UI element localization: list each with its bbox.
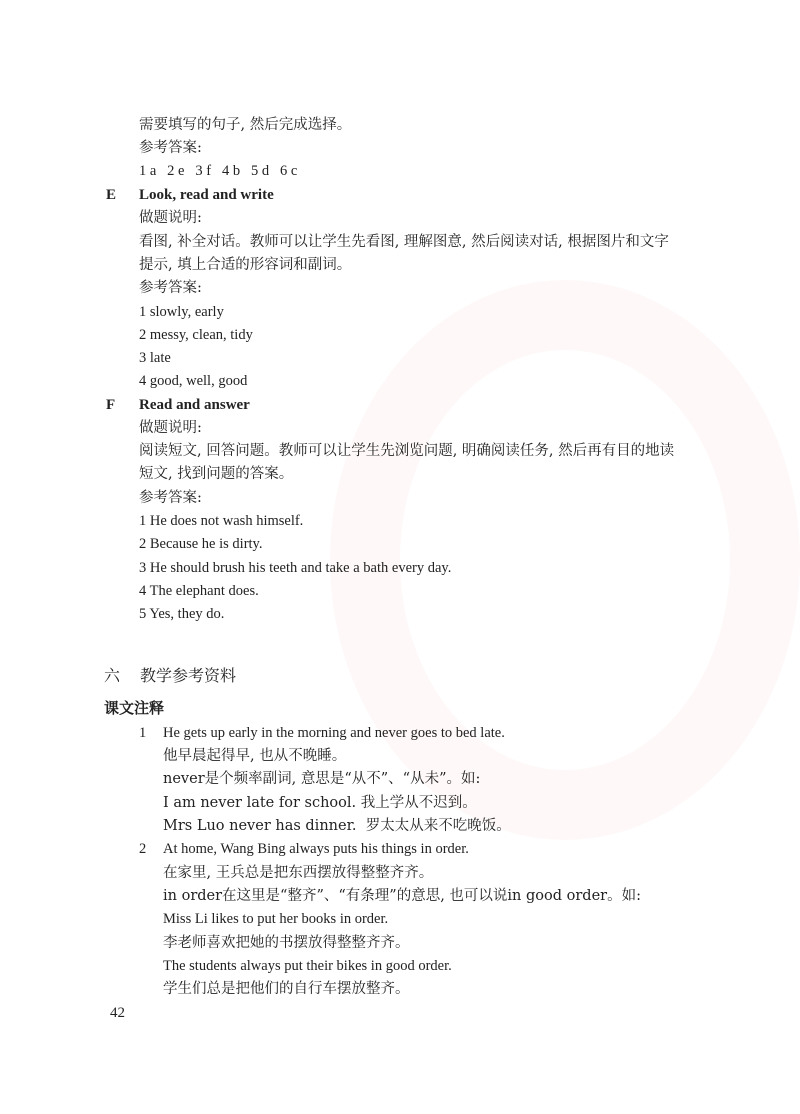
section-six-subheading: 课文注释: [104, 699, 165, 717]
section-f-instructions-line1: 阅读短文, 回答问题。教师可以让学生先浏览问题, 明确阅读任务, 然后再有目的地读: [139, 443, 675, 459]
note-1-line-3: never是个频率副词, 意思是“从不”、“从未”。如:: [163, 771, 481, 787]
section-f-answer-4: 4 The elephant does.: [139, 583, 259, 599]
note-1-line-4: I am never late for school. 我上学从不迟到。: [163, 795, 477, 811]
section-e-answer-2: 2 messy, clean, tidy: [139, 327, 253, 343]
section-e-letter: E: [106, 187, 117, 203]
note-1-line-1: He gets up early in the morning and never goes to bed late.: [163, 725, 505, 741]
section-e-answer-4: 4 good, well, good: [139, 373, 248, 389]
section-f-title: Read and answer: [139, 397, 250, 413]
section-f-answer-2: 2 Because he is dirty.: [139, 536, 263, 552]
intro-answer-label: 参考答案:: [139, 140, 202, 156]
section-e-answer-3: 3 late: [139, 350, 171, 366]
section-e-answer-label: 参考答案:: [139, 280, 202, 296]
section-f-answer-label: 参考答案:: [139, 490, 202, 506]
note-2-line-6: The students always put their bikes in good order.: [163, 958, 452, 974]
intro-line: 需要填写的句子, 然后完成选择。: [139, 117, 352, 133]
section-f-instructions-line2: 短文, 找到问题的答案。: [139, 466, 294, 482]
section-f-instructions-label: 做题说明:: [139, 420, 202, 436]
section-e-instructions-line1: 看图, 补全对话。教师可以让学生先看图, 理解图意, 然后阅读对话, 根据图片和文字: [139, 234, 669, 250]
section-e-instructions-line2: 提示, 填上合适的形容词和副词。: [139, 257, 352, 273]
section-f-answer-5: 5 Yes, they do.: [139, 606, 225, 622]
note-2-number: 2: [139, 841, 147, 857]
section-f-letter: F: [106, 397, 116, 413]
note-2-line-1: At home, Wang Bing always puts his things in order.: [163, 841, 469, 857]
page-number: 42: [110, 1005, 125, 1021]
note-2-line-3: in order在这里是“整齐”、“有条理”的意思, 也可以说in good order。如:: [163, 888, 641, 904]
note-1-line-2: 他早晨起得早, 也从不晚睡。: [163, 748, 347, 764]
note-2-line-4: Miss Li likes to put her books in order.: [163, 911, 389, 927]
section-six-title: 教学参考资料: [140, 666, 237, 685]
note-1-line-5: Mrs Luo never has dinner. 罗太太从来不吃晚饭。: [163, 818, 511, 834]
note-2-line-5: 李老师喜欢把她的书摆放得整整齐齐。: [163, 935, 410, 951]
note-2-line-7: 学生们总是把他们的自行车摆放整齐。: [163, 981, 410, 997]
section-e-answer-1: 1 slowly, early: [139, 304, 224, 320]
section-f-answer-1: 1 He does not wash himself.: [139, 513, 304, 529]
section-e-instructions-label: 做题说明:: [139, 210, 202, 226]
section-e-title: Look, read and write: [139, 187, 274, 203]
intro-answers: 1 a 2 e 3 f 4 b 5 d 6 c: [139, 163, 298, 179]
section-six-number: 六: [104, 666, 121, 685]
section-f-answer-3: 3 He should brush his teeth and take a bath every day.: [139, 560, 452, 576]
note-1-number: 1: [139, 725, 147, 741]
note-2-line-2: 在家里, 王兵总是把东西摆放得整整齐齐。: [163, 865, 434, 881]
